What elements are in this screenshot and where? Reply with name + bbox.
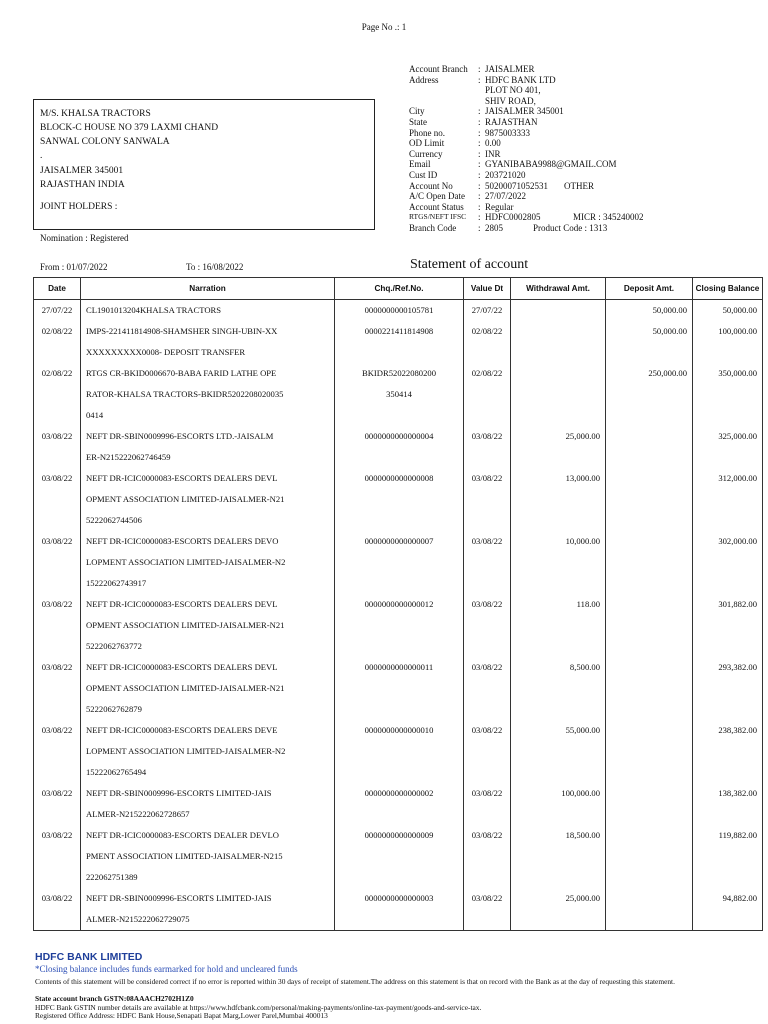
account-detail-value: JAISALMER 345001 [485,106,564,117]
txn-closing-balance: 94,882.00 [693,888,763,931]
period-from: From : 01/07/2022 [40,262,108,272]
txn-ref-no [335,888,464,931]
txn-withdrawal [511,300,606,322]
narration-line: PMENT ASSOCIATION LIMITED-JAISALMER-N215 [86,851,283,861]
txn-deposit [606,531,693,594]
narration-line: ALMER-N215222062729075 [86,914,190,924]
narration-line: 5222062763772 [86,641,142,651]
account-detail-value: 0.00 [485,138,501,149]
txn-withdrawal [511,363,606,426]
narration-line: NEFT DR-SBIN0009996-ESCORTS LIMITED-JAIS [86,893,272,903]
narration-line: ALMER-N215222062728657 [86,809,190,819]
txn-deposit [606,594,693,657]
table-row [34,363,763,426]
account-detail-value: GYANIBABA9988@GMAIL.COM [485,159,617,170]
customer-name: M/S. KHALSA TRACTORS [40,109,151,119]
ref-line: 0000000000000004 [364,431,434,441]
txn-deposit [606,888,693,931]
txn-date: 02/08/22 [34,363,81,426]
account-detail-value: 2805 [485,222,503,233]
narration-line: OPMENT ASSOCIATION LIMITED-JAISALMER-N21 [86,683,285,693]
txn-value-date: 03/08/22 [464,594,511,657]
txn-value-date: 03/08/22 [464,426,511,468]
txn-date: 03/08/22 [34,783,81,825]
ref-line: 350414 [386,389,412,399]
txn-value-date: 03/08/22 [464,531,511,594]
txn-deposit: 50,000.00 [606,300,693,322]
txn-closing-balance: 302,000.00 [693,531,763,594]
narration-line: NEFT DR-ICIC0000083-ESCORTS DEALERS DEVL [86,662,278,672]
account-detail-extra: MICR : 345240002 [573,212,644,223]
ref-line: 0000000000000010 [364,725,434,735]
txn-ref-no [335,825,464,888]
table-row [34,531,763,594]
txn-ref-no [335,594,464,657]
txn-date: 27/07/22 [34,300,81,322]
txn-ref-no [335,468,464,531]
txn-narration [81,363,335,426]
account-detail-value: 9875003333 [485,127,530,138]
txn-narration [81,468,335,531]
txn-closing-balance: 50,000.00 [693,300,763,322]
bank-name: HDFC BANK LIMITED [35,951,143,963]
header-narration: Narration [81,278,335,300]
txn-date: 03/08/22 [34,657,81,720]
table-row [34,594,763,657]
ref-line: BKIDR52022080200 [361,368,436,378]
separator: : [478,74,481,85]
txn-date: 02/08/22 [34,321,81,363]
narration-line: 15222062765494 [86,767,147,777]
table-row [34,321,763,363]
header-value-date: Value Dt [464,278,511,300]
txn-date: 03/08/22 [34,531,81,594]
txn-withdrawal: 10,000.00 [511,531,606,594]
txn-date: 03/08/22 [34,468,81,531]
account-detail-label: Email [409,159,431,170]
ref-line: 0000000000105781 [364,305,434,315]
separator: : [478,127,481,138]
txn-value-date: 02/08/22 [464,363,511,426]
nomination-status: Nomination : Registered [40,233,129,243]
narration-line: RTGS CR-BKID0006670-BABA FARID LATHE OPE [86,368,277,378]
customer-address-line: RAJASTHAN INDIA [40,180,125,190]
txn-ref-no [335,300,464,322]
table-header-row [34,278,763,300]
account-detail-label: A/C Open Date [409,191,465,202]
account-detail-value: SHIV ROAD, [485,95,536,106]
account-detail-value: INR [485,148,501,159]
header-withdrawal: Withdrawal Amt. [511,278,606,300]
txn-narration [81,825,335,888]
narration-line: NEFT DR-ICIC0000083-ESCORTS DEALERS DEVL [86,473,278,483]
header-date: Date [34,278,81,300]
narration-line: ER-N215222062746459 [86,452,171,462]
narration-line: OPMENT ASSOCIATION LIMITED-JAISALMER-N21 [86,494,285,504]
customer-address-line: BLOCK-C HOUSE NO 379 LAXMI CHAND [40,123,219,133]
ref-line: 0000000000000012 [364,599,434,609]
txn-value-date: 27/07/22 [464,300,511,322]
separator: : [478,159,481,170]
separator: : [478,212,481,223]
txn-withdrawal [511,321,606,363]
txn-narration [81,720,335,783]
narration-line: CL1901013204KHALSA TRACTORS [86,305,222,315]
txn-closing-balance: 100,000.00 [693,321,763,363]
txn-value-date: 03/08/22 [464,783,511,825]
joint-holders-label: JOINT HOLDERS : [40,202,118,212]
account-detail-value: Regular [485,201,514,212]
narration-line: 15222062743917 [86,578,147,588]
separator: : [478,64,481,74]
customer-address-line: . [40,151,43,161]
separator: : [478,222,481,233]
txn-narration [81,300,335,322]
txn-closing-balance: 138,382.00 [693,783,763,825]
header-closing-balance: Closing Balance [693,278,763,300]
period-to: To : 16/08/2022 [186,262,244,272]
account-detail-label: Currency [409,148,443,159]
txn-ref-no [335,363,464,426]
txn-closing-balance: 293,382.00 [693,657,763,720]
txn-value-date: 03/08/22 [464,468,511,531]
txn-withdrawal: 18,500.00 [511,825,606,888]
account-detail-value: HDFC BANK LTD [485,74,556,85]
txn-withdrawal: 8,500.00 [511,657,606,720]
txn-narration [81,531,335,594]
separator: : [478,138,481,149]
separator: : [478,169,481,180]
ref-line: 0000000000000011 [364,662,434,672]
gstin-details: HDFC Bank GSTIN number details are available at https://www.hdfcbank.com/personal/making-payments/online-tax-payment/goods-and-service-tax. [35,1003,482,1012]
account-detail-value: 27/07/2022 [485,191,527,202]
separator: : [478,191,481,202]
statement-title: Statement of account [410,257,529,272]
customer-address-box [33,99,375,230]
ref-line: 0000000000000002 [364,788,434,798]
page-number: Page No .: 1 [361,22,407,32]
txn-ref-no [335,720,464,783]
narration-line: NEFT DR-ICIC0000083-ESCORTS DEALERS DEVE [86,725,278,735]
txn-deposit [606,720,693,783]
ref-line: 0000000000000008 [364,473,434,483]
account-detail-value: JAISALMER [485,64,535,74]
txn-value-date: 03/08/22 [464,657,511,720]
ref-line: 0000221411814908 [364,326,434,336]
txn-ref-no [335,321,464,363]
txn-closing-balance: 119,882.00 [693,825,763,888]
txn-deposit [606,657,693,720]
txn-date: 03/08/22 [34,426,81,468]
txn-date: 03/08/22 [34,720,81,783]
txn-withdrawal: 25,000.00 [511,888,606,931]
narration-line: OPMENT ASSOCIATION LIMITED-JAISALMER-N21 [86,620,285,630]
account-detail-label: Branch Code [409,222,457,233]
txn-date: 03/08/22 [34,888,81,931]
account-detail-label: Account Status [409,201,464,212]
txn-ref-no [335,426,464,468]
account-detail-value: RAJASTHAN [485,116,538,127]
branch-gstin: State account branch GSTN:08AAACH2702H1Z0 [35,994,194,1003]
txn-narration [81,657,335,720]
account-detail-extra: Product Code : 1313 [533,222,608,233]
account-detail-value: 50200071052531 [485,180,548,191]
narration-line: NEFT DR-SBIN0009996-ESCORTS LTD.-JAISALM [86,431,274,441]
txn-deposit: 50,000.00 [606,321,693,363]
account-detail-label: Phone no. [409,127,445,138]
account-detail-label: Account No [409,180,453,191]
txn-narration [81,888,335,931]
separator: : [478,106,481,117]
header-deposit: Deposit Amt. [606,278,693,300]
account-detail-label: Address [409,74,439,85]
narration-line: 222062751389 [86,872,138,882]
txn-value-date: 03/08/22 [464,825,511,888]
closing-balance-note: *Closing balance includes funds earmarked for hold and uncleared funds [35,964,298,974]
txn-value-date: 03/08/22 [464,720,511,783]
table-row [34,426,763,468]
narration-line: NEFT DR-SBIN0009996-ESCORTS LIMITED-JAIS [86,788,272,798]
txn-date: 03/08/22 [34,825,81,888]
txn-value-date: 03/08/22 [464,888,511,931]
txn-withdrawal: 25,000.00 [511,426,606,468]
table-row [34,888,763,931]
customer-address-line: SANWAL COLONY SANWALA [40,137,170,147]
txn-narration [81,426,335,468]
account-detail-value: PLOT NO 401, [485,85,541,96]
account-detail-extra: OTHER [564,180,594,191]
table-row [34,468,763,531]
txn-withdrawal: 118.00 [511,594,606,657]
registered-office: Registered Office Address: HDFC Bank House,Senapati Bapat Marg,Lower Parel,Mumbai 400013 [35,1011,328,1020]
account-detail-label: State [409,116,427,127]
transactions-table [33,277,763,931]
separator: : [478,180,481,191]
narration-line: XXXXXXXXX0008- DEPOSIT TRANSFER [86,347,246,357]
table-row [34,825,763,888]
account-detail-value: HDFC0002805 [485,212,541,223]
ref-line: 0000000000000003 [364,893,434,903]
separator: : [478,201,481,212]
statement-disclaimer: Contents of this statement will be considered correct if no error is reported within 30 days of receipt of statement.The address on this statement is that on record with the Bank as at the day of requesting this statement. [35,977,675,986]
txn-closing-balance: 301,882.00 [693,594,763,657]
narration-line: NEFT DR-ICIC0000083-ESCORTS DEALERS DEVL [86,599,278,609]
table-row [34,783,763,825]
table-row [34,720,763,783]
narration-line: LOPMENT ASSOCIATION LIMITED-JAISALMER-N2 [86,746,286,756]
txn-ref-no [335,783,464,825]
txn-narration [81,783,335,825]
narration-line: 0414 [86,410,104,420]
txn-deposit [606,783,693,825]
txn-deposit [606,426,693,468]
narration-line: LOPMENT ASSOCIATION LIMITED-JAISALMER-N2 [86,557,286,567]
narration-line: RATOR-KHALSA TRACTORS-BKIDR5202208020035 [86,389,284,399]
txn-narration [81,594,335,657]
narration-line: NEFT DR-ICIC0000083-ESCORTS DEALERS DEVO [86,536,279,546]
txn-ref-no [335,657,464,720]
txn-closing-balance: 350,000.00 [693,363,763,426]
txn-value-date: 02/08/22 [464,321,511,363]
txn-closing-balance: 325,000.00 [693,426,763,468]
txn-narration [81,321,335,363]
customer-address-line: JAISALMER 345001 [40,166,124,176]
account-detail-label: Account Branch [409,64,468,74]
txn-withdrawal: 13,000.00 [511,468,606,531]
account-detail-label: RTGS/NEFT IFSC [409,212,467,222]
narration-line: 5222062744506 [86,515,142,525]
narration-line: NEFT DR-ICIC0000083-ESCORTS DEALER DEVLO [86,830,279,840]
txn-closing-balance: 238,382.00 [693,720,763,783]
txn-ref-no [335,531,464,594]
narration-line: 5222062762879 [86,704,142,714]
narration-line: IMPS-221411814908-SHAMSHER SINGH-UBIN-XX [86,326,278,336]
txn-deposit: 250,000.00 [606,363,693,426]
account-detail-label: City [409,106,425,117]
separator: : [478,116,481,127]
ref-line: 0000000000000007 [364,536,434,546]
txn-closing-balance: 312,000.00 [693,468,763,531]
ref-line: 0000000000000009 [364,830,434,840]
txn-withdrawal: 100,000.00 [511,783,606,825]
account-detail-label: Cust ID [409,169,438,180]
header-ref-no: Chq./Ref.No. [335,278,464,300]
table-row [34,657,763,720]
account-detail-label: OD Limit [409,138,445,149]
txn-date: 03/08/22 [34,594,81,657]
txn-deposit [606,825,693,888]
table-row [34,300,763,322]
account-detail-value: 203721020 [485,169,526,180]
txn-withdrawal: 55,000.00 [511,720,606,783]
txn-deposit [606,468,693,531]
separator: : [478,148,481,159]
